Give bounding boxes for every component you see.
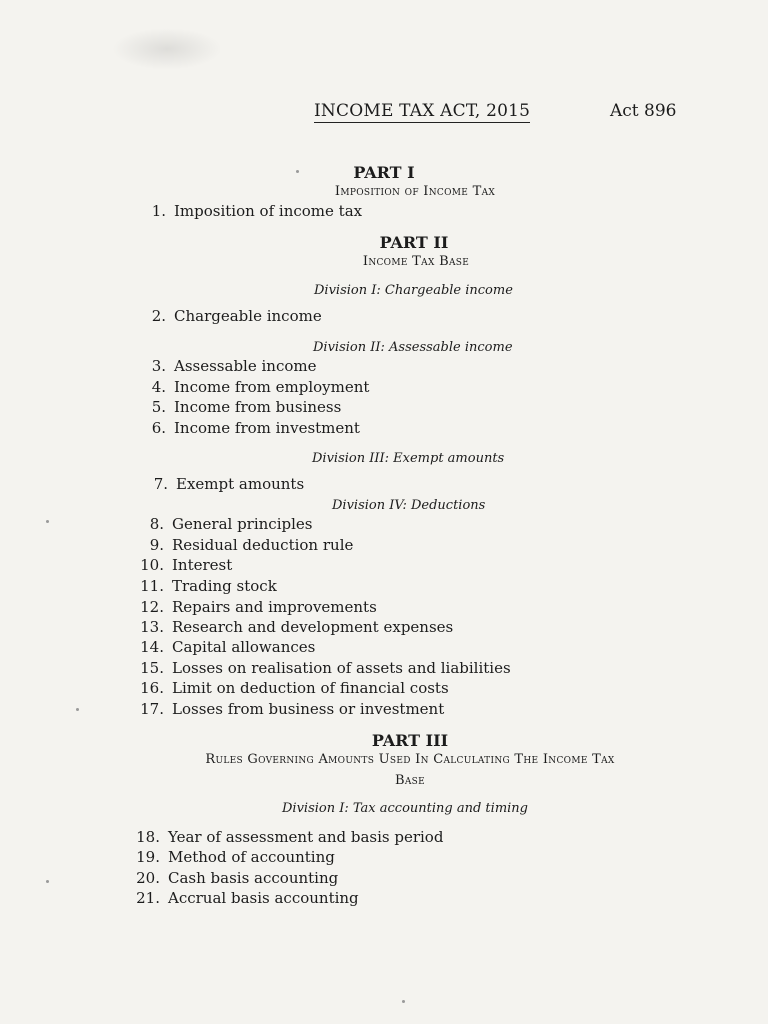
act-number: Act 896 bbox=[610, 101, 677, 121]
scan-speck bbox=[46, 520, 49, 523]
scan-speck bbox=[46, 880, 49, 883]
part-3-subtitle-line2: Base bbox=[395, 773, 425, 788]
list-item: 19. Method of accounting bbox=[136, 848, 335, 866]
part-3-title: PART III bbox=[371, 731, 449, 750]
scan-speck bbox=[76, 708, 79, 711]
list-item: 15. Losses on realisation of assets and liabilities bbox=[140, 659, 511, 677]
part-2-subtitle: Income Tax Base bbox=[362, 254, 470, 269]
list-item: 10. Interest bbox=[140, 556, 233, 574]
list-item: 11. Trading stock bbox=[140, 577, 277, 595]
list-item: 5. Income from business bbox=[151, 398, 342, 416]
list-item: 20. Cash basis accounting bbox=[136, 869, 339, 887]
part-1-subtitle: Imposition of Income Tax bbox=[334, 184, 496, 199]
part-1-title: PART I bbox=[353, 163, 415, 182]
scan-speck bbox=[402, 1000, 405, 1003]
list-item: 18. Year of assessment and basis period bbox=[136, 828, 444, 846]
division-heading: Division II: Assessable income bbox=[313, 340, 513, 355]
list-item: 3. Assessable income bbox=[151, 357, 317, 375]
list-item: 12. Repairs and improvements bbox=[140, 598, 377, 616]
list-item: 14. Capital allowances bbox=[140, 638, 316, 656]
division-heading: Division III: Exempt amounts bbox=[312, 451, 505, 466]
division-heading: Division I: Chargeable income bbox=[314, 283, 513, 298]
scan-speck bbox=[296, 170, 299, 173]
division-heading: Division I: Tax accounting and timing bbox=[282, 801, 528, 816]
list-item: 13. Research and development expenses bbox=[140, 618, 454, 636]
list-item: 21. Accrual basis accounting bbox=[136, 889, 359, 907]
list-item: 4. Income from employment bbox=[151, 378, 370, 396]
act-title: INCOME TAX ACT, 2015 bbox=[314, 101, 531, 121]
scan-smudge bbox=[112, 28, 222, 70]
part-2-title: PART II bbox=[379, 233, 449, 252]
list-item: 9. Residual deduction rule bbox=[149, 536, 354, 554]
list-item: 2. Chargeable income bbox=[151, 307, 322, 325]
list-item: 16. Limit on deduction of financial costs bbox=[140, 679, 449, 697]
division-heading: Division IV: Deductions bbox=[332, 498, 486, 513]
list-item: 1. Imposition of income tax bbox=[151, 202, 363, 220]
list-item: 17. Losses from business or investment bbox=[140, 700, 445, 718]
list-item: 6. Income from investment bbox=[151, 419, 360, 437]
list-item: 7. Exempt amounts bbox=[153, 475, 305, 493]
list-item: 8. General principles bbox=[149, 515, 313, 533]
part-3-subtitle-line1: Rules Governing Amounts Used In Calculating The Income Tax bbox=[205, 752, 615, 767]
